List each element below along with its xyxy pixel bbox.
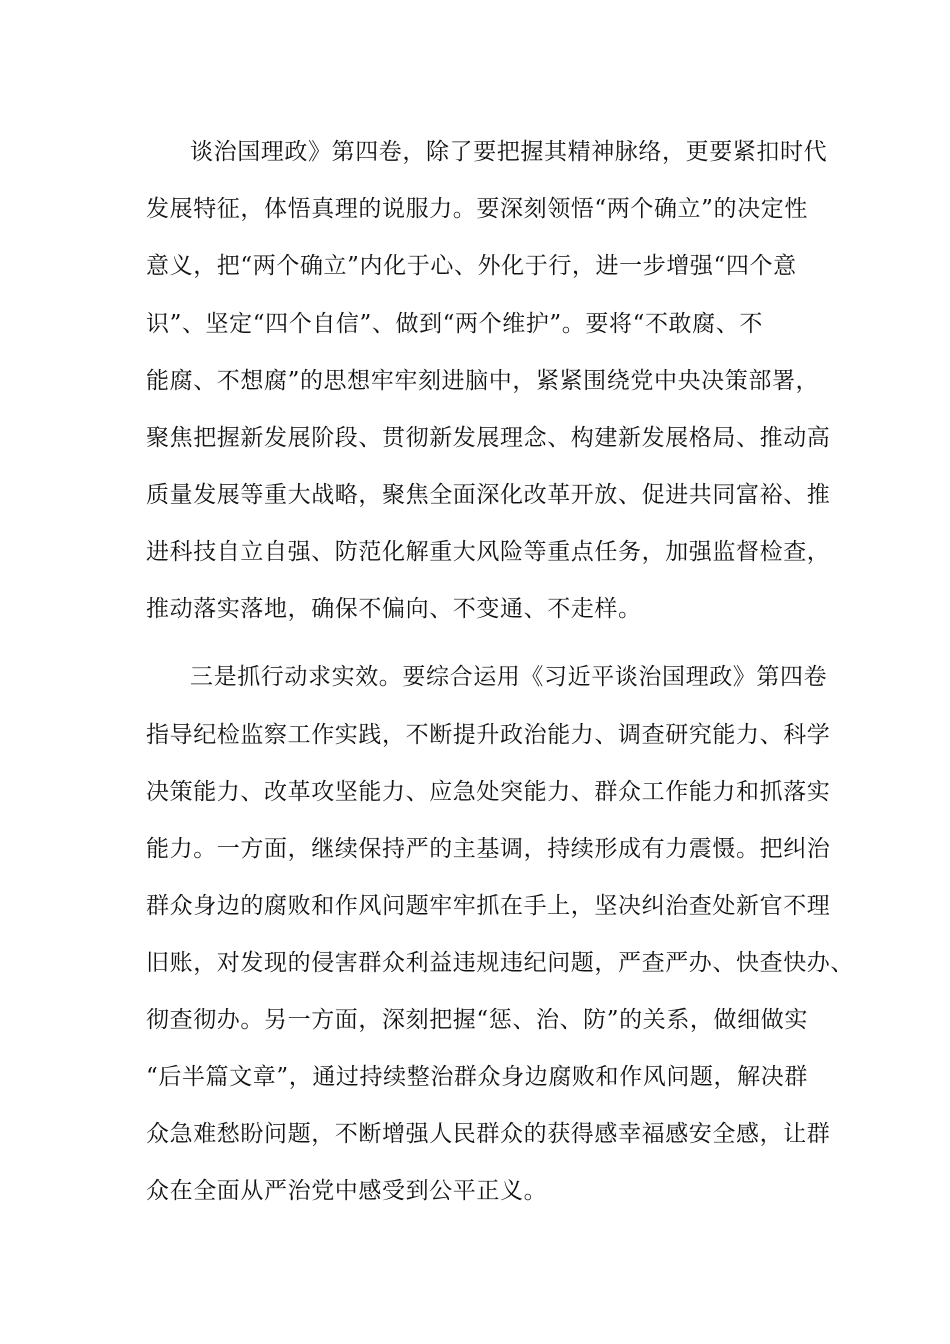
paragraph-line: 众在全面从严治党中感受到公平正义。 <box>146 1178 548 1204</box>
paragraph-line: 能腐、不想腐”的思想牢牢刻进脑中，紧紧围绕党中央决策部署， <box>146 368 820 394</box>
paragraph-line: 推动落实落地，确保不偏向、不变通、不走样。 <box>146 596 642 622</box>
paragraph-line: 能力。一方面，继续保持严的主基调，持续形成有力震慑。把纠治 <box>146 836 831 862</box>
paragraph-line: 意义，把“两个确立”内化于心、外化于行，进一步增强“四个意 <box>146 253 797 279</box>
paragraph-line: 彻查彻办。另一方面，深刻把握“惩、治、防”的关系，做细做实 <box>146 1007 808 1033</box>
paragraph-line: 众急难愁盼问题，不断增强人民群众的获得感幸福感安全感，让群 <box>146 1121 831 1147</box>
paragraph-line: 谈治国理政》第四卷，除了要把握其精神脉络，更要紧扣时代 <box>190 139 828 165</box>
paragraph-line: 指导纪检监察工作实践，不断提升政治能力、调查研究能力、科学 <box>146 722 831 748</box>
paragraph-line: “后半篇文章”，通过持续整治群众身边腐败和作风问题，解决群 <box>146 1064 808 1090</box>
paragraph-line: 决策能力、改革攻坚能力、应急处突能力、群众工作能力和抓落实 <box>146 779 831 805</box>
paragraph-line: 质量发展等重大战略，聚焦全面深化改革开放、促进共同富裕、推 <box>146 482 831 508</box>
paragraph-line: 进科技自立自强、防范化解重大风险等重点任务，加强监督检查， <box>146 539 831 565</box>
paragraph-line: 发展特征，体悟真理的说服力。要深刻领悟“两个确立”的决定性 <box>146 196 808 222</box>
paragraph-line: 聚焦把握新发展阶段、贯彻新发展理念、构建新发展格局、推动高 <box>146 425 831 451</box>
paragraph-line: 识”、坚定“四个自信”、做到“两个维护”。要将“不敢腐、不 <box>146 311 763 337</box>
paragraph-line: 群众身边的腐败和作风问题牢牢抓在手上，坚决纠治查处新官不理 <box>146 893 831 919</box>
paragraph-line: 旧账，对发现的侵害群众利益违规违纪问题，严查严办、快查快办、 <box>146 950 854 976</box>
paragraph-line: 三是抓行动求实效。要综合运用《习近平谈治国理政》第四卷 <box>190 664 828 690</box>
